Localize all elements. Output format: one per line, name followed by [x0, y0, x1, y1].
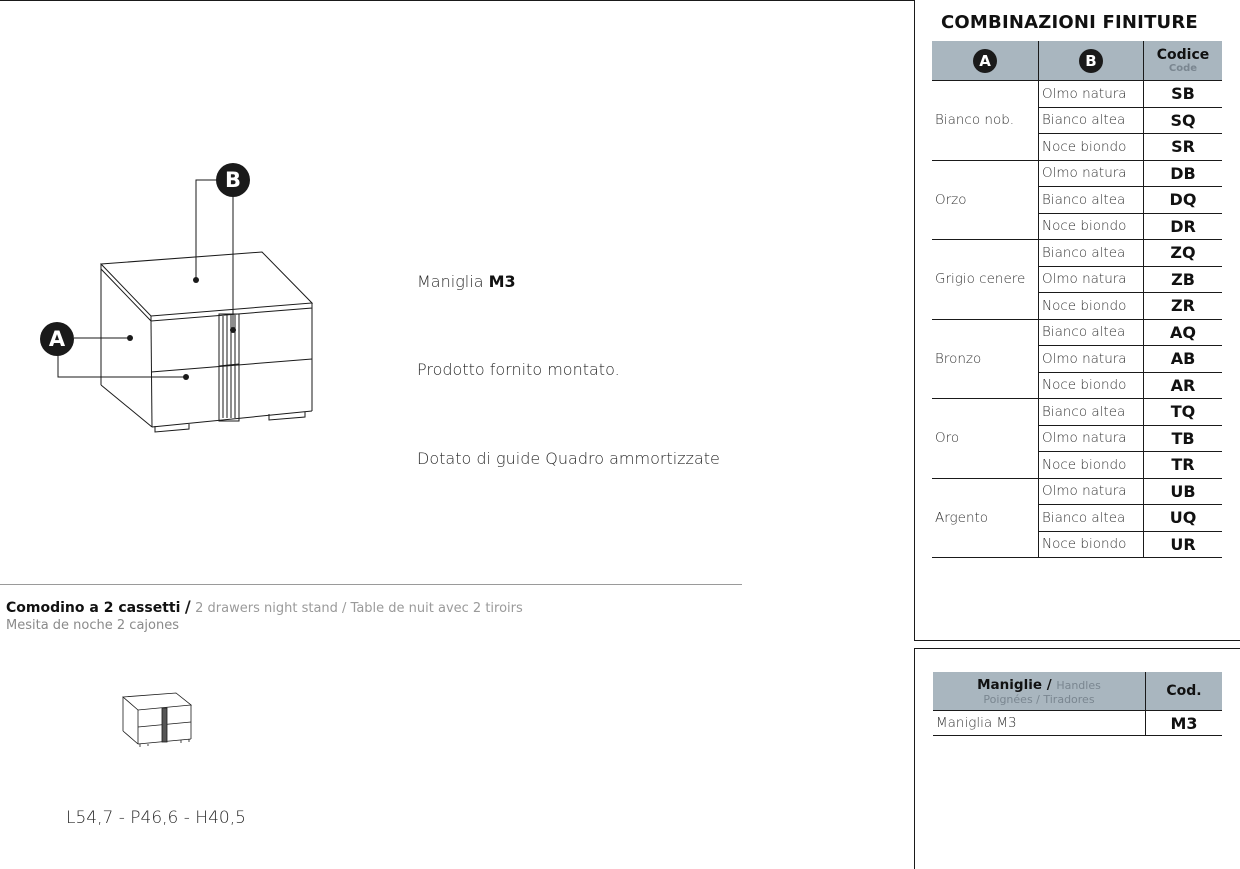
product-dimensions: L54,7 - P46,6 - H40,5 [66, 808, 246, 828]
handles-header-sub1: Handles [1056, 678, 1101, 692]
finish-group-name: Bianco nob. [932, 81, 1039, 161]
a-badge-icon: A [973, 49, 997, 73]
finishes-title: COMBINAZIONI FINITURE [941, 12, 1198, 33]
finish-code: UR [1144, 531, 1223, 558]
product-title-other: 2 drawers night stand / Table de nuit avec 2 tiroirs [195, 601, 523, 616]
finish-code: UQ [1144, 505, 1223, 532]
finish-code: ZQ [1144, 240, 1223, 267]
b-badge-icon: B [1079, 49, 1103, 73]
finish-b-name: Bianco altea [1039, 240, 1144, 267]
finish-b-name: Bianco altea [1039, 187, 1144, 214]
finish-b-name: Noce biondo [1039, 452, 1144, 479]
guides-note: Dotato di guide Quadro ammortizzate [417, 449, 720, 468]
finish-b-name: Olmo natura [1039, 478, 1144, 505]
finish-b-name: Bianco altea [1039, 107, 1144, 134]
handles-header-row [933, 672, 1222, 711]
section-divider [0, 584, 742, 585]
finish-row [932, 399, 1222, 426]
finish-group-name: Bronzo [932, 319, 1039, 399]
finish-row [932, 81, 1222, 108]
finish-b-name: Bianco altea [1039, 399, 1144, 426]
handle-row [933, 711, 1222, 736]
finish-group-name: Orzo [932, 160, 1039, 240]
finish-code: SB [1144, 81, 1223, 108]
finishes-table [932, 41, 1222, 558]
handles-table [933, 672, 1222, 736]
finishes-header-a [932, 41, 1039, 81]
product-title-es: Mesita de noche 2 cajones [6, 618, 179, 633]
finish-code: AB [1144, 346, 1223, 373]
finish-group-name: Grigio cenere [932, 240, 1039, 320]
finish-code: DR [1144, 213, 1223, 240]
finish-b-name: Olmo natura [1039, 160, 1144, 187]
finish-b-name: Bianco altea [1039, 319, 1144, 346]
handle-note-code: M3 [488, 272, 516, 291]
handle-code: M3 [1146, 711, 1223, 736]
finishes-header-b [1039, 41, 1144, 81]
finish-code: DQ [1144, 187, 1223, 214]
handle-note [417, 272, 516, 291]
finish-code: DB [1144, 160, 1223, 187]
finish-b-name: Olmo natura [1039, 425, 1144, 452]
finish-code: ZR [1144, 293, 1223, 320]
header-code-label: Codice [1156, 46, 1210, 63]
nightstand-thumbnail [118, 688, 198, 752]
finish-code: AR [1144, 372, 1223, 399]
handles-header-sep: / [1046, 676, 1052, 693]
finish-b-name: Noce biondo [1039, 372, 1144, 399]
finish-row [932, 319, 1222, 346]
finish-row [932, 160, 1222, 187]
handles-header-code [1146, 672, 1223, 711]
finish-row [932, 240, 1222, 267]
finishes-header-code [1144, 41, 1223, 81]
product-title-sep: / [184, 597, 191, 616]
handle-note-prefix: Maniglia [417, 272, 484, 291]
handles-header-name [933, 672, 1146, 711]
finish-code: TB [1144, 425, 1223, 452]
header-code-sub: Code [1168, 62, 1198, 74]
handle-name: Maniglia M3 [933, 711, 1146, 736]
finish-code: SR [1144, 134, 1223, 161]
nightstand-drawing [0, 0, 420, 450]
assembled-note: Prodotto fornito montato. [417, 360, 620, 379]
finish-b-name: Bianco altea [1039, 505, 1144, 532]
finish-b-name: Olmo natura [1039, 81, 1144, 108]
handles-header-main: Maniglie [977, 676, 1042, 693]
finish-code: UB [1144, 478, 1223, 505]
handles-header-code-label: Cod. [1166, 683, 1202, 699]
finish-b-name: Olmo natura [1039, 266, 1144, 293]
finish-b-name: Noce biondo [1039, 213, 1144, 240]
product-title [6, 597, 523, 616]
finish-b-name: Olmo natura [1039, 346, 1144, 373]
finishes-header-row [932, 41, 1222, 81]
finish-b-name: Noce biondo [1039, 531, 1144, 558]
finish-code: SQ [1144, 107, 1223, 134]
finish-code: ZB [1144, 266, 1223, 293]
finish-row [932, 478, 1222, 505]
marker-b-icon: B [216, 163, 250, 197]
finish-b-name: Noce biondo [1039, 134, 1144, 161]
finish-code: AQ [1144, 319, 1223, 346]
handles-header-sub2: Poignées / Tiradores [983, 692, 1095, 706]
finish-code: TR [1144, 452, 1223, 479]
finish-group-name: Argento [932, 478, 1039, 558]
product-title-it: Comodino a 2 cassetti [6, 600, 181, 616]
finish-b-name: Noce biondo [1039, 293, 1144, 320]
finish-code: TQ [1144, 399, 1223, 426]
finish-group-name: Oro [932, 399, 1039, 479]
marker-a-icon: A [40, 322, 74, 356]
